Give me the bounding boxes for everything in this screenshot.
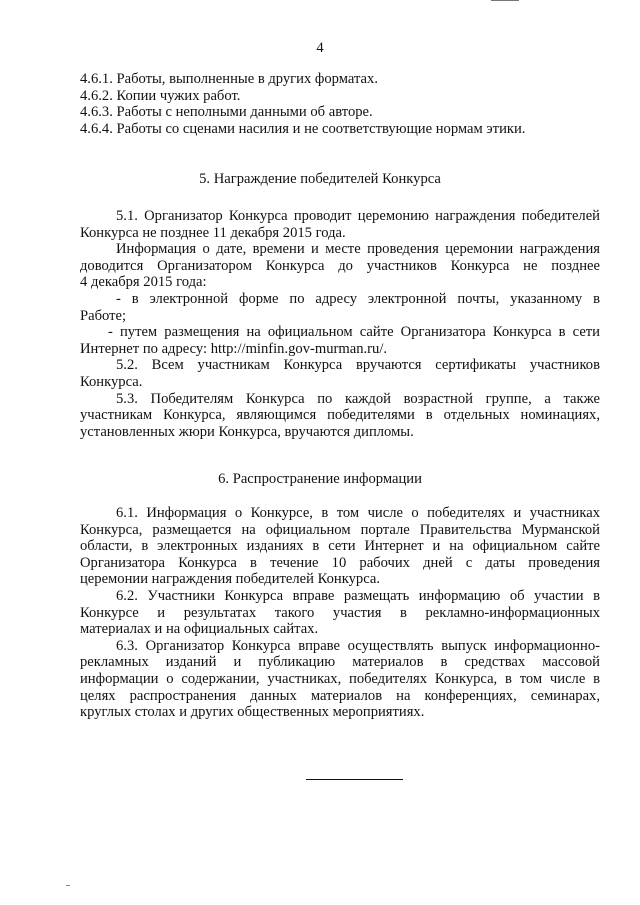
para-6-2-line: материалах и на официальных сайтах.	[80, 621, 319, 638]
section-5-body	[80, 208, 600, 440]
bullet-site-line: - путем размещения на официальном сайте Организатора Конкурса в сети	[108, 324, 600, 341]
para-6-1-line: области, в электронных изданиях в сети Интернет и на официальном сайте	[80, 538, 600, 555]
info-line: 4 декабря 2015 года:	[80, 274, 207, 291]
item-4-6-1: 4.6.1. Работы, выполненные в других форматах.	[80, 71, 378, 87]
top-rule	[491, 0, 519, 1]
para-6-1-line: 6.1. Информация о Конкурсе, в том числе о победителях и участниках	[116, 505, 600, 521]
item-4-6-2: 4.6.2. Копии чужих работ.	[80, 87, 241, 104]
para-6-1-line: Организатора Конкурса в течение 10 рабочих дней с даты проведения	[80, 554, 600, 571]
para-6-1-line: Конкурса, размещается на официальном портале Правительства Мурманской	[80, 521, 600, 538]
bullet-site-line: Интернет по адресу: http://minfin.gov-murman.ru/.	[80, 340, 388, 357]
para-5-3-line: 5.3. Победителям Конкурса по каждой возрастной группе, а также	[116, 390, 600, 407]
page-number: 4	[316, 40, 324, 56]
items-4-6	[80, 71, 600, 137]
para-6-3-line: 6.3. Организатор Конкурса вправе осуществлять выпуск информационно-	[116, 637, 600, 654]
bullet-email-line: - в электронной форме по адресу электронной почты, указанному в	[116, 290, 600, 307]
bullet-email-line: Работе;	[80, 307, 127, 324]
section-6-heading: 6. Распространение информации	[218, 471, 422, 487]
info-line: доводится Организатором Конкурса до участников Конкурса не позднее	[80, 257, 600, 274]
para-6-3-line: информации о содержании, участниках, победителях Конкурса, в том числе в	[80, 670, 600, 687]
section-6-body	[80, 505, 600, 721]
end-of-document-rule	[306, 779, 403, 780]
item-4-6-4: 4.6.4. Работы со сценами насилия и не соответствующие нормам этики.	[80, 120, 526, 137]
para-6-2-line: 6.2. Участники Конкурса вправе размещать информацию об участии в	[116, 587, 600, 604]
para-5-3-line: установленных жюри Конкурса, вручаются дипломы.	[80, 423, 414, 440]
info-line: Информация о дате, времени и месте проведения церемонии награждения	[116, 241, 600, 258]
scan-mark	[66, 885, 70, 886]
para-6-3-line: целях распространения данных материалов на конференциях, семинарах,	[80, 687, 600, 704]
para-6-1-line: церемонии награждения победителей Конкурса.	[80, 571, 380, 588]
item-4-6-3: 4.6.3. Работы с неполными данными об авторе.	[80, 104, 373, 121]
para-6-2-line: Конкурсе и результатах такого участия в рекламно-информационных	[80, 604, 600, 621]
section-5-heading: 5. Награждение победителей Конкурса	[199, 171, 441, 187]
para-5-2-line: Конкурса.	[80, 373, 143, 390]
para-5-1-line: 5.1. Организатор Конкурса проводит церемонию награждения победителей	[116, 208, 600, 224]
para-6-3-line: круглых столах и других общественных мероприятиях.	[80, 704, 425, 721]
para-5-3-line: участникам Конкурса, являющимся победителями в отдельных номинациях,	[80, 407, 600, 424]
para-5-1-line: Конкурса не позднее 11 декабря 2015 года.	[80, 224, 346, 241]
para-5-2-line: 5.2. Всем участникам Конкурса вручаются сертификаты участников	[116, 357, 600, 374]
para-6-3-line: рекламных изданий и публикацию материалов в средствах массовой	[80, 654, 600, 671]
